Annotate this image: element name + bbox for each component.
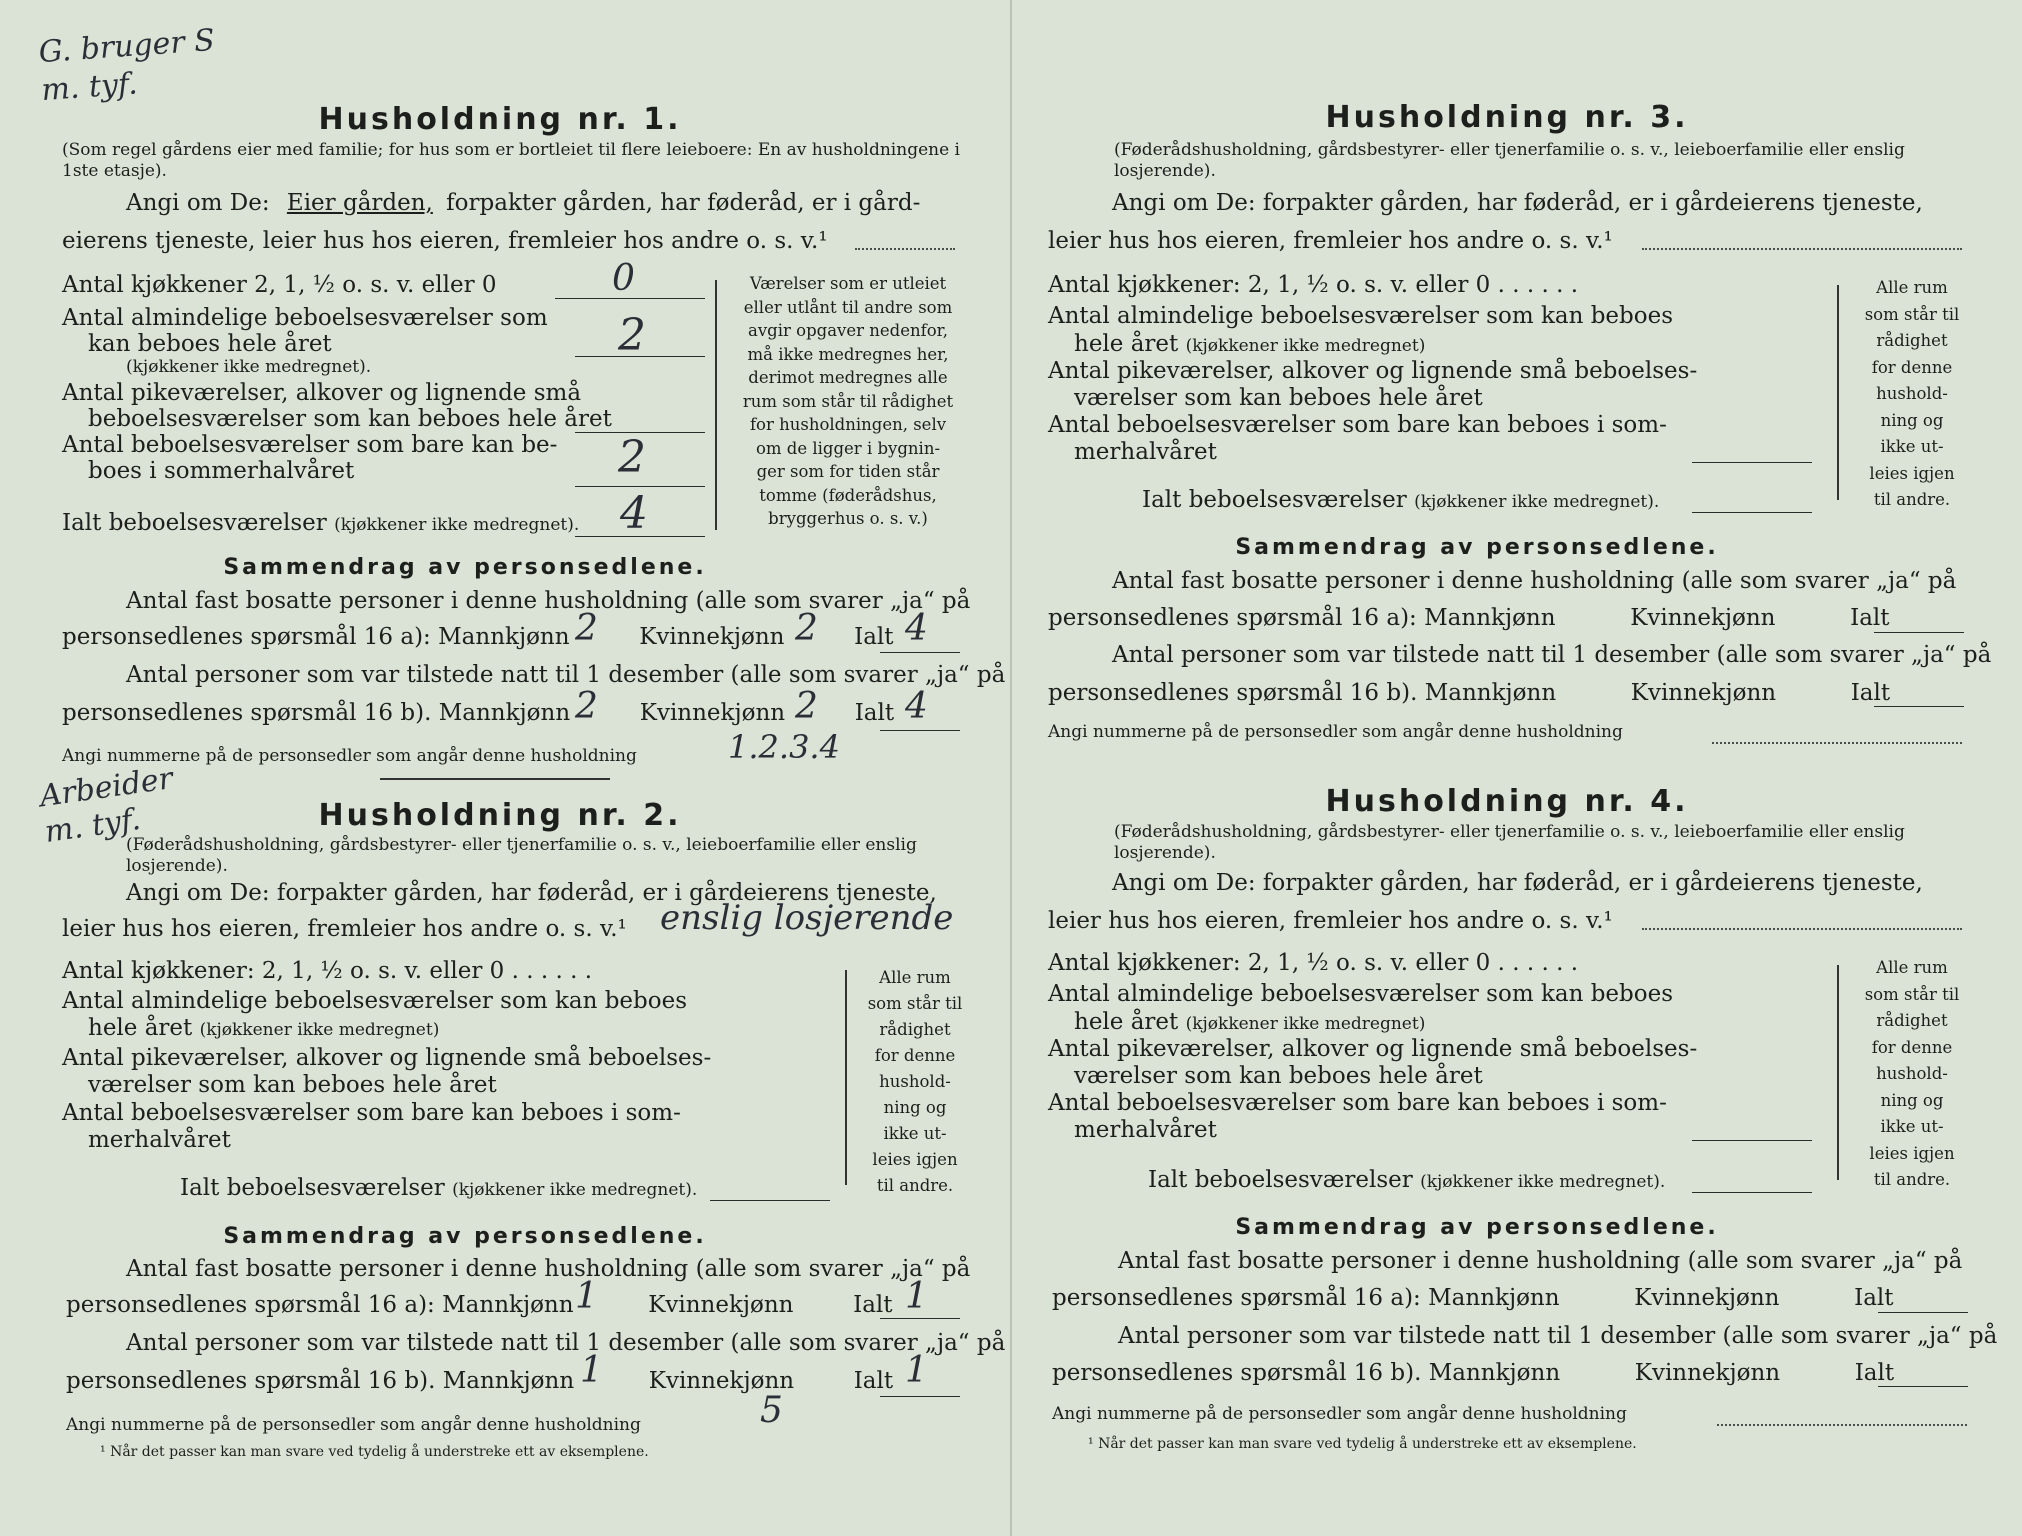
h3-ialt-small: (kjøkkener ikke medregnet). bbox=[1414, 492, 1660, 512]
h4-alm-label1: Antal almindelige beboelsesværelser som kan beboes bbox=[1048, 981, 1674, 1007]
h4-angi-line1: Angi om De: forpakter gården, har føderåd, er i gårdeierens tjeneste, bbox=[1112, 870, 1923, 896]
h4-ialt-label bbox=[1148, 1167, 1665, 1193]
h1-brace bbox=[715, 280, 727, 530]
household-1-note: (Som regel gårdens eier med familie; for hus som er bortleiet til flere leieboere: En av husholdningene i 1ste etasje). bbox=[62, 140, 960, 181]
h1-sum16b-label: personsedlenes spørsmål 16 b). bbox=[62, 700, 432, 726]
h3-kjokken-label: Antal kjøkkener: 2, 1, ½ o. s. v. eller 0 . . . . . . bbox=[1048, 272, 1579, 298]
h2-brace-note: Alle rum som står til rådighet for denne hushold- ning og ikke ut- leies igjen til andre. bbox=[867, 968, 963, 1195]
h4-sum16b-label: personsedlenes spørsmål 16 b). bbox=[1052, 1360, 1422, 1386]
h1-sommer-label1: Antal beboelsesværelser som bare kan be- bbox=[62, 432, 558, 458]
h1-16a-ialt-value[interactable]: 4 bbox=[905, 608, 928, 649]
h1-angi-line1 bbox=[126, 190, 920, 216]
h1-16a-ialt-line bbox=[880, 652, 960, 653]
h4-brace bbox=[1837, 965, 1849, 1180]
h2-sommer-label1: Antal beboelsesværelser som bare kan beboes i som- bbox=[62, 1100, 681, 1126]
h2-angi-answer[interactable]: enslig losjerende bbox=[660, 898, 954, 938]
h1-sum16a-line2 bbox=[62, 624, 894, 650]
h3-sommer-label2: merhalvåret bbox=[1074, 439, 1217, 465]
h1-alm-value[interactable]: 2 bbox=[618, 310, 646, 361]
h3-ialt-text: Ialt beboelsesværelser bbox=[1142, 487, 1407, 513]
h3-alm-label2-text: hele året bbox=[1074, 331, 1179, 357]
h1-summary-title: Sammendrag av personsedlene. bbox=[223, 555, 707, 580]
h3-16b-mann-label: Mannkjønn bbox=[1424, 680, 1557, 706]
h3-angi-line2: leier hus hos eieren, fremleier hos andre o. s. v.¹ bbox=[1048, 228, 1613, 254]
h2-alm-label1: Antal almindelige beboelsesværelser som kan beboes bbox=[62, 988, 688, 1014]
household-3-title: Husholdning nr. 3. bbox=[1325, 100, 1689, 135]
h1-16a-kvinne-value[interactable]: 2 bbox=[795, 608, 818, 649]
h2-sum16a-line2 bbox=[66, 1292, 893, 1318]
h1-nummer-label: Angi nummerne på de personsedler som angår denne husholdning bbox=[62, 746, 637, 766]
h4-summary-title: Sammendrag av personsedlene. bbox=[1235, 1215, 1719, 1240]
household-1 bbox=[0, 0, 1010, 770]
h3-nummer-label: Angi nummerne på de personsedler som angår denne husholdning bbox=[1048, 722, 1623, 742]
h1-kjokken-value[interactable]: 0 bbox=[612, 258, 635, 299]
h4-16a-ialt-line bbox=[1878, 1312, 1968, 1313]
h3-brace-note: Alle rum som står til rådighet for denne hushold- ning og ikke ut- leies igjen til andre. bbox=[1864, 278, 1960, 509]
h1-sum16b-line2 bbox=[62, 700, 894, 726]
h3-alm-label1: Antal almindelige beboelsesværelser som kan beboes bbox=[1048, 303, 1674, 329]
h1-alm-label2: kan beboes hele året bbox=[88, 331, 332, 357]
h4-16a-ialt-label: Ialt bbox=[1854, 1285, 1894, 1311]
h1-16b-ialt-label: Ialt bbox=[854, 700, 895, 726]
h3-sum16b-line1: Antal personer som var tilstede natt til 1 desember (alle som svarer „ja“ på bbox=[1112, 642, 1992, 668]
h2-brace bbox=[845, 970, 857, 1185]
h4-ialt-line bbox=[1692, 1192, 1812, 1193]
h3-sommer-line bbox=[1692, 462, 1812, 463]
h4-nummer-label: Angi nummerne på de personsedler som angår denne husholdning bbox=[1052, 1404, 1627, 1424]
h2-angi-line1: Angi om De: forpakter gården, har føderåd, er i gårdeierens tjeneste, bbox=[126, 880, 937, 906]
h1-angi-dots bbox=[855, 248, 955, 250]
h1-brace-note: Værelser som er utleiet eller utlånt til andre som avgir opgaver nedenfor, må ikke medregnes her, derimot medregnes alle rum som står til rådighet for husholdningen, selv om de ligger i bygnin- ger som for tiden står tomme (føderådshus, bryggerhus o. s. v.) bbox=[742, 274, 954, 528]
h2-16b-ialt-label: Ialt bbox=[853, 1368, 894, 1394]
h4-alm-label2-text: hele året bbox=[1074, 1009, 1179, 1035]
h3-ialt-label bbox=[1142, 487, 1659, 513]
h1-16a-kvinne-label: Kvinnekjønn bbox=[639, 624, 785, 650]
h4-sum16a-line1: Antal fast bosatte personer i denne husholdning (alle som svarer „ja“ på bbox=[1118, 1248, 1963, 1274]
household-1-title: Husholdning nr. 1. bbox=[318, 102, 682, 137]
h2-16b-ialt-line bbox=[880, 1396, 960, 1397]
h4-ialt-text: Ialt beboelsesværelser bbox=[1148, 1167, 1413, 1193]
h2-16b-mann-label: Mannkjønn bbox=[442, 1368, 575, 1394]
h4-pike-label2: værelser som kan beboes hele året bbox=[1074, 1063, 1483, 1089]
left-page bbox=[0, 0, 1010, 1536]
h3-summary-title: Sammendrag av personsedlene. bbox=[1235, 535, 1719, 560]
h4-16b-ialt-line bbox=[1878, 1386, 1968, 1387]
h2-ialt-line bbox=[710, 1200, 830, 1201]
h1-alm-label1: Antal almindelige beboelsesværelser som bbox=[62, 305, 548, 331]
h2-ialt-label bbox=[180, 1175, 697, 1201]
h3-sum16b-label: personsedlenes spørsmål 16 b). bbox=[1048, 680, 1418, 706]
h1-ialt-label bbox=[62, 510, 579, 536]
h4-16b-kvinne-label: Kvinnekjønn bbox=[1634, 1360, 1781, 1386]
h2-16a-kvinne-label: Kvinnekjønn bbox=[648, 1292, 794, 1318]
h2-sum16a-line1: Antal fast bosatte personer i denne husholdning (alle som svarer „ja“ på bbox=[126, 1256, 971, 1282]
h2-pike-label2: værelser som kan beboes hele året bbox=[88, 1072, 497, 1098]
h4-nummer-dots bbox=[1717, 1424, 1967, 1426]
h3-16b-ialt-label: Ialt bbox=[1850, 680, 1891, 706]
h2-ialt-small: (kjøkkener ikke medregnet). bbox=[452, 1180, 698, 1200]
h2-16b-mann-value[interactable]: 1 bbox=[580, 1350, 603, 1391]
h2-kjokken-label: Antal kjøkkener: 2, 1, ½ o. s. v. eller 0 . . . . . . bbox=[62, 958, 593, 984]
h1-16a-mann-value[interactable]: 2 bbox=[575, 608, 598, 649]
h1-sommer-value[interactable]: 2 bbox=[618, 432, 646, 483]
h1-angi-label: Angi om De: bbox=[126, 190, 270, 216]
h1-separator bbox=[380, 778, 610, 780]
h4-16a-kvinne-label: Kvinnekjønn bbox=[1634, 1285, 1780, 1311]
h4-16b-mann-label: Mannkjønn bbox=[1428, 1360, 1561, 1386]
h1-16b-mann-label: Mannkjønn bbox=[438, 700, 571, 726]
household-2 bbox=[0, 790, 1010, 1470]
household-4-note: (Føderådshusholdning, gårdsbestyrer- eller tjenerfamilie o. s. v., leieboerfamilie eller enslig losjerende). bbox=[1114, 822, 1905, 863]
household-2-note: (Føderådshusholdning, gårdsbestyrer- eller tjenerfamilie o. s. v., leieboerfamilie eller enslig losjerende). bbox=[126, 835, 917, 876]
h2-16a-mann-value[interactable]: 1 bbox=[575, 1276, 598, 1317]
h3-16b-kvinne-label: Kvinnekjønn bbox=[1630, 680, 1777, 706]
h1-angi-line2: eierens tjeneste, leier hus hos eieren, fremleier hos andre o. s. v.¹ bbox=[62, 228, 828, 254]
left-footnote: ¹ Når det passer kan man svare ved tydelig å understreke ett av eksemplene. bbox=[100, 1444, 649, 1460]
h1-sum16a-label: personsedlenes spørsmål 16 a): bbox=[62, 624, 431, 650]
h1-16b-mann-value[interactable]: 2 bbox=[575, 686, 598, 727]
h2-alm-label2 bbox=[88, 1015, 439, 1041]
h2-ialt-text: Ialt beboelsesværelser bbox=[180, 1175, 445, 1201]
h4-angi-line2: leier hus hos eieren, fremleier hos andre o. s. v.¹ bbox=[1048, 908, 1613, 934]
h3-16b-ialt-line bbox=[1874, 706, 1964, 707]
h4-pike-label1: Antal pikeværelser, alkover og lignende små beboelses- bbox=[1048, 1036, 1698, 1062]
h3-16a-ialt-label: Ialt bbox=[1850, 605, 1890, 631]
h4-sommer-label1: Antal beboelsesværelser som bare kan beboes i som- bbox=[1048, 1090, 1667, 1116]
h3-pike-label2: værelser som kan beboes hele året bbox=[1074, 385, 1483, 411]
h2-sum16a-label: personsedlenes spørsmål 16 a): bbox=[66, 1292, 435, 1318]
margin-note-h2: Arbeider m. tyf. bbox=[37, 761, 176, 850]
h3-sommer-label1: Antal beboelsesværelser som bare kan beboes i som- bbox=[1048, 412, 1667, 438]
h2-16b-ialt-value[interactable]: 1 bbox=[905, 1350, 928, 1391]
h2-16a-ialt-value[interactable]: 1 bbox=[905, 1276, 928, 1317]
margin-note-top-left: G. bruger S m. tyf. bbox=[37, 22, 216, 109]
h1-sommer-label2: boes i sommerhalvåret bbox=[88, 458, 355, 484]
h3-sum16b-line2 bbox=[1048, 680, 1890, 706]
h1-sommer-line bbox=[575, 486, 705, 487]
h4-ialt-small: (kjøkkener ikke medregnet). bbox=[1420, 1172, 1666, 1192]
h2-alm-label2-text: hele året bbox=[88, 1015, 193, 1041]
h3-16a-mann-label: Mannkjønn bbox=[1424, 605, 1556, 631]
household-3 bbox=[1012, 0, 2022, 760]
h3-angi-line1: Angi om De: forpakter gården, har føderåd, er i gårdeierens tjeneste, bbox=[1112, 190, 1923, 216]
h1-16a-ialt-label: Ialt bbox=[854, 624, 894, 650]
h1-ialt-text: Ialt beboelsesværelser bbox=[62, 510, 327, 536]
h3-alm-label2-small: (kjøkkener ikke medregnet) bbox=[1185, 336, 1426, 356]
h4-sommer-label2: merhalvåret bbox=[1074, 1117, 1217, 1143]
h2-angi-line2: leier hus hos eieren, fremleier hos andre o. s. v.¹ bbox=[62, 916, 627, 942]
h4-16b-ialt-label: Ialt bbox=[1854, 1360, 1895, 1386]
h2-summary-title: Sammendrag av personsedlene. bbox=[223, 1224, 707, 1249]
h3-ialt-line bbox=[1692, 512, 1812, 513]
h4-sommer-line bbox=[1692, 1140, 1812, 1141]
h2-sum16b-label: personsedlenes spørsmål 16 b). bbox=[66, 1368, 436, 1394]
h1-sum16a-line1: Antal fast bosatte personer i denne husholdning (alle som svarer „ja“ på bbox=[126, 588, 971, 614]
h1-owner-option[interactable]: Eier gården, bbox=[286, 190, 433, 216]
h1-kjokken-label: Antal kjøkkener 2, 1, ½ o. s. v. eller 0 bbox=[62, 272, 497, 298]
h4-sum16b-line2 bbox=[1052, 1360, 1894, 1386]
h1-ialt-small: (kjøkkener ikke medregnet). bbox=[334, 515, 580, 535]
h1-16a-mann-label: Mannkjønn bbox=[438, 624, 570, 650]
h2-sommer-label2: merhalvåret bbox=[88, 1127, 231, 1153]
h4-brace-note: Alle rum som står til rådighet for denne hushold- ning og ikke ut- leies igjen til andre. bbox=[1864, 958, 1960, 1189]
h2-nummer-label: Angi nummerne på de personsedler som angår denne husholdning bbox=[66, 1415, 641, 1435]
h4-16a-mann-label: Mannkjønn bbox=[1428, 1285, 1560, 1311]
h3-nummer-dots bbox=[1712, 742, 1962, 744]
right-page bbox=[1012, 0, 2022, 1536]
h1-16b-kvinne-value[interactable]: 2 bbox=[795, 686, 818, 727]
h4-sum16a-label: personsedlenes spørsmål 16 a): bbox=[1052, 1285, 1421, 1311]
h1-alm-label3: (kjøkkener ikke medregnet). bbox=[126, 357, 372, 377]
h4-alm-label2 bbox=[1074, 1009, 1425, 1035]
h2-16a-ialt-label: Ialt bbox=[853, 1292, 893, 1318]
h4-sum16a-line2 bbox=[1052, 1285, 1894, 1311]
h2-alm-label2-small: (kjøkkener ikke medregnet) bbox=[199, 1020, 440, 1040]
h1-ialt-value[interactable]: 4 bbox=[620, 488, 648, 539]
h1-other-options: forpakter gården, har føderåd, er i gård- bbox=[446, 190, 921, 216]
h3-brace bbox=[1837, 285, 1849, 500]
h2-nummer-value[interactable]: 5 bbox=[760, 1390, 783, 1431]
household-4 bbox=[1012, 780, 2022, 1480]
h3-pike-label1: Antal pikeværelser, alkover og lignende små beboelses- bbox=[1048, 358, 1698, 384]
h3-sum16a-line2 bbox=[1048, 605, 1890, 631]
h2-16a-ialt-line bbox=[880, 1318, 960, 1319]
right-footnote: ¹ Når det passer kan man svare ved tydelig å understreke ett av eksemplene. bbox=[1088, 1436, 1637, 1452]
h4-alm-label2-small: (kjøkkener ikke medregnet) bbox=[1185, 1014, 1426, 1034]
h3-alm-label2 bbox=[1074, 331, 1425, 357]
h1-pike-label1: Antal pikeværelser, alkover og lignende små bbox=[62, 380, 582, 406]
h1-16b-ialt-line bbox=[880, 730, 960, 731]
h3-sum16a-label: personsedlenes spørsmål 16 a): bbox=[1048, 605, 1417, 631]
h1-pike-label2: beboelsesværelser som kan beboes hele året bbox=[88, 406, 612, 432]
h4-angi-dots bbox=[1642, 928, 1962, 930]
h1-16b-kvinne-label: Kvinnekjønn bbox=[639, 700, 786, 726]
h4-sum16b-line1: Antal personer som var tilstede natt til 1 desember (alle som svarer „ja“ på bbox=[1118, 1323, 1998, 1349]
h3-sum16a-line1: Antal fast bosatte personer i denne husholdning (alle som svarer „ja“ på bbox=[1112, 568, 1957, 594]
h2-16a-mann-label: Mannkjønn bbox=[442, 1292, 574, 1318]
h3-angi-dots bbox=[1642, 248, 1962, 250]
h3-16a-ialt-line bbox=[1874, 632, 1964, 633]
household-3-note: (Føderådshusholdning, gårdsbestyrer- eller tjenerfamilie o. s. v., leieboerfamilie eller enslig losjerende). bbox=[1114, 140, 1905, 181]
h1-sum16b-line1: Antal personer som var tilstede natt til 1 desember (alle som svarer „ja“ på bbox=[126, 662, 1006, 688]
h2-sum16b-line1: Antal personer som var tilstede natt til 1 desember (alle som svarer „ja“ på bbox=[126, 1330, 1006, 1356]
h3-16a-kvinne-label: Kvinnekjønn bbox=[1630, 605, 1776, 631]
h4-kjokken-label: Antal kjøkkener: 2, 1, ½ o. s. v. eller 0 . . . . . . bbox=[1048, 950, 1579, 976]
h1-nummer-value[interactable]: 1.2.3.4 bbox=[728, 728, 840, 766]
h2-pike-label1: Antal pikeværelser, alkover og lignende små beboelses- bbox=[62, 1045, 712, 1071]
household-4-title: Husholdning nr. 4. bbox=[1325, 784, 1689, 819]
household-2-title: Husholdning nr. 2. bbox=[318, 798, 682, 833]
h1-16b-ialt-value[interactable]: 4 bbox=[905, 686, 928, 727]
h2-16b-kvinne-label: Kvinnekjønn bbox=[648, 1368, 795, 1394]
